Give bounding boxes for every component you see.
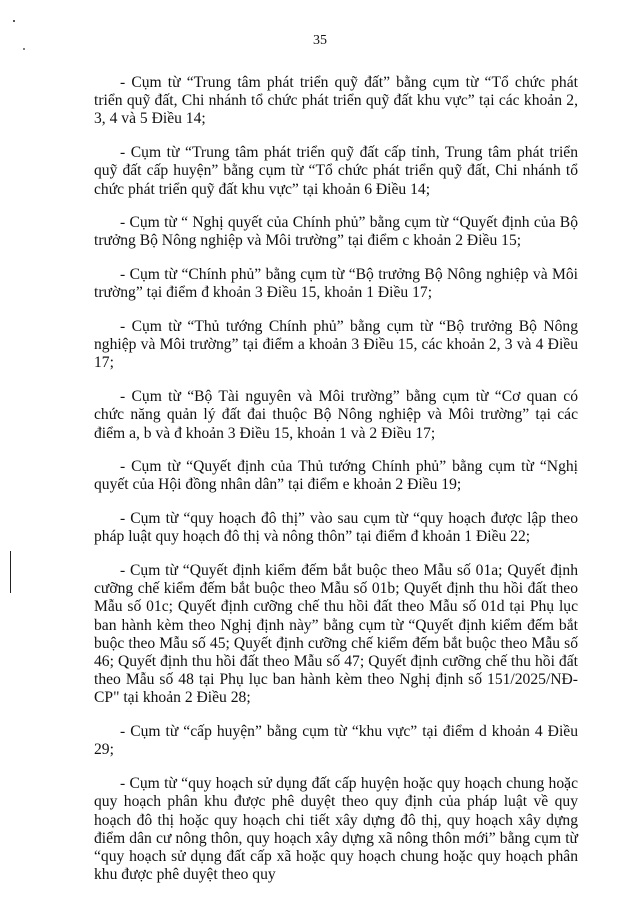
paragraph-9: - Cụm từ “Quyết định kiểm đếm bắt buộc theo Mẫu số 01a; Quyết định cưỡng chế kiểm đếm bắt buộc theo Mẫu số 01b; Quyết định thu hồi đất theo Mẫu số 01c; Quyết định cưỡng chế thu hồi đất theo Mẫu số 01d tại Phụ lục ban hành kèm theo Nghị định này” bằng cụm từ “Quyết định kiểm đếm bắt buộc theo Mẫu số 45; Quyết định cưỡng chế kiểm đếm bắt buộc theo Mẫu số 46; Quyết định thu hồi đất theo Mẫu số 47; Quyết định cưỡng chế thu hồi đất theo Mẫu số 48 tại Phụ lục ban hành kèm theo Nghị định số 151/2025/NĐ-CP" tại khoản 2 Điều 28;: [94, 562, 578, 707]
page-number: 35: [313, 33, 327, 48]
paragraph-5: - Cụm từ “Thủ tướng Chính phủ” bằng cụm từ “Bộ trưởng Bộ Nông nghiệp và Môi trường” tại điểm a khoản 3 Điều 15, các khoản 2, 3 và 4 Điều 17;: [94, 318, 578, 372]
paragraph-11: - Cụm từ “quy hoạch sử dụng đất cấp huyện hoặc quy hoạch chung hoặc quy hoạch phân khu được phê duyệt theo quy định của pháp luật về quy hoạch đô thị hoặc quy hoạch chi tiết xây dựng đô thị, quy hoạch xây dựng điểm dân cư nông thôn, quy hoạch xây dựng xã nông thôn mới” bằng cụm từ “quy hoạch sử dụng đất cấp xã hoặc quy hoạch chung hoặc quy hoạch phân khu được phê duyệt theo quy: [94, 775, 578, 884]
document-body: [94, 74, 578, 900]
paragraph-10: - Cụm từ “cấp huyện” bằng cụm từ “khu vực” tại điểm d khoản 4 Điều 29;: [94, 723, 578, 759]
scan-speck: [13, 20, 15, 22]
paragraph-2: - Cụm từ “Trung tâm phát triển quỹ đất cấp tỉnh, Trung tâm phát triển quỹ đất cấp huyện” bằng cụm từ “Tổ chức phát triển quỹ đất, Chi nhánh tổ chức phát triển quỹ đất khu vực” tại khoản 6 Điều 14;: [94, 144, 578, 198]
paragraph-8: - Cụm từ “quy hoạch đô thị” vào sau cụm từ “quy hoạch được lập theo pháp luật quy hoạch đô thị và nông thôn” tại điểm đ khoản 1 Điều 22;: [94, 510, 578, 546]
scan-speck: [23, 48, 25, 50]
paragraph-4: - Cụm từ “Chính phủ” bằng cụm từ “Bộ trưởng Bộ Nông nghiệp và Môi trường” tại điểm đ khoản 3 Điều 15, khoản 1 Điều 17;: [94, 266, 578, 302]
paragraph-3: - Cụm từ “ Nghị quyết của Chính phủ” bằng cụm từ “Quyết định của Bộ trưởng Bộ Nông nghiệp và Môi trường” tại điểm c khoản 2 Điều 15;: [94, 214, 578, 250]
scan-edge-mark: [10, 551, 11, 593]
paragraph-7: - Cụm từ “Quyết định của Thủ tướng Chính phủ” bằng cụm từ “Nghị quyết của Hội đồng nhân dân” tại điểm e khoản 2 Điều 19;: [94, 458, 578, 494]
paragraph-6: - Cụm từ “Bộ Tài nguyên và Môi trường” bằng cụm từ “Cơ quan có chức năng quản lý đất đai thuộc Bộ Nông nghiệp và Môi trường” tại các điểm a, b và đ khoản 3 Điều 15, khoản 1 và 2 Điều 17;: [94, 388, 578, 442]
paragraph-1: - Cụm từ “Trung tâm phát triển quỹ đất” bằng cụm từ “Tổ chức phát triển quỹ đất, Chi nhánh tổ chức phát triển quỹ đất khu vực” tại các khoản 2, 3, 4 và 5 Điều 14;: [94, 74, 578, 128]
